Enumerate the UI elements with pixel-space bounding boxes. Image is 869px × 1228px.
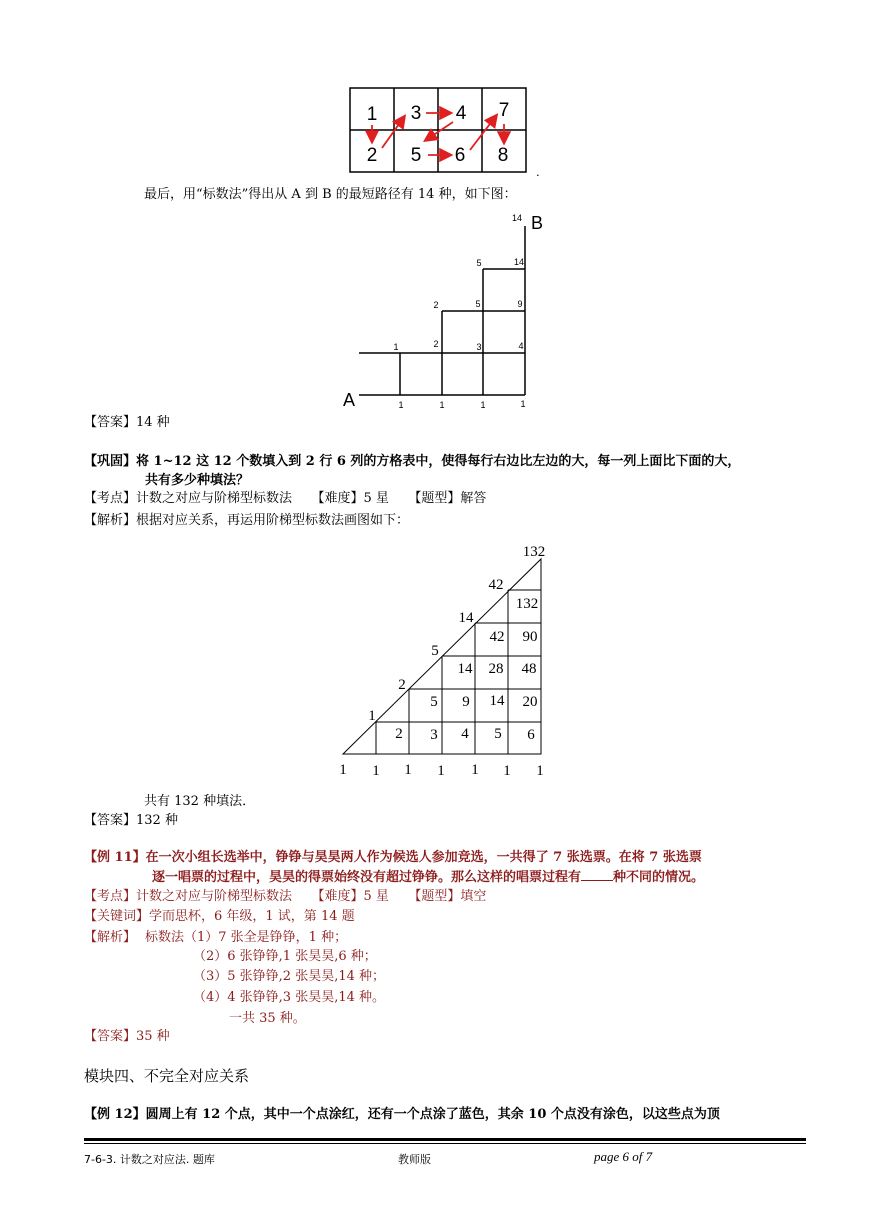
triangle-bottom: 1 (536, 763, 544, 779)
example12-text: 圆周上有 12 个点，其中一个点涂红，还有一个点涂了蓝色，其余 10 个点没有涂色，以这些点为顶 (145, 1107, 720, 1122)
triangle-row2: 14 (489, 693, 505, 709)
example11-line-2 (152, 869, 704, 886)
triangle-row3: 14 (457, 661, 473, 677)
consolidate-tag: 【巩固】 (84, 454, 137, 469)
staircase-label-b: B (531, 213, 544, 233)
triangle-figure (330, 538, 555, 783)
total-line: 共有 132 种填法． (144, 794, 256, 809)
grid-figure (340, 80, 550, 180)
example11-text-2b: 种不同的情况。 (613, 870, 705, 885)
triangle-diag: 132 (522, 544, 546, 560)
triangle-row2: 20 (522, 694, 538, 710)
example11-meta: 【考点】计数之对应与阶梯型标数法 【难度】5 星 【题型】填空 (84, 889, 487, 904)
answer-1: 【答案】14 种 (84, 415, 170, 430)
triangle-diag: 5 (431, 643, 439, 659)
grid-cell: 8 (497, 145, 509, 166)
staircase-row3: 5 (476, 258, 482, 268)
staircase-row1: 3 (476, 342, 482, 352)
triangle-row1: 4 (461, 726, 469, 742)
staircase-figure (335, 208, 555, 413)
footer-page: page 6 of 7 (594, 1149, 653, 1164)
triangle-row4: 90 (522, 629, 538, 645)
staircase-row2: 5 (475, 299, 481, 309)
staircase-row2: 2 (433, 300, 439, 310)
answer-blank (581, 880, 613, 881)
example11-analysis-4: 一共 35 种。 (229, 1011, 306, 1026)
example11-analysis-label: 【解析】 (84, 930, 137, 945)
grid-cell: 2 (366, 145, 378, 166)
grid-cell: 1 (366, 104, 378, 125)
example11-tag: 【例 11】 (84, 850, 146, 865)
staircase-row2: 9 (517, 299, 523, 309)
grid-cell: 7 (498, 100, 510, 121)
staircase-row1: 1 (393, 342, 399, 352)
staircase-row3: 14 (513, 257, 525, 267)
triangle-row2: 5 (430, 694, 438, 710)
staircase-bottom: 1 (439, 400, 445, 410)
triangle-bottom: 1 (404, 762, 412, 778)
grid-cell: 3 (410, 103, 422, 124)
example11-analysis-1: （2）6 张铮铮,1 张昊昊,6 种； (193, 949, 377, 964)
triangle-row5: 132 (515, 596, 539, 612)
consolidate-line-1 (84, 453, 740, 470)
triangle-bottom: 1 (339, 762, 347, 778)
triangle-row1: 3 (430, 727, 438, 743)
triangle-row1: 2 (395, 726, 403, 742)
example11-line-1 (84, 849, 702, 866)
staircase-row1: 2 (433, 339, 439, 349)
triangle-diag: 42 (488, 577, 504, 593)
example11-text-2a: 逐一唱票的过程中，昊昊的得票始终没有超过铮铮。那么这样的唱票过程有 (152, 870, 582, 885)
footer-rule-thick (84, 1138, 806, 1141)
example11-answer: 【答案】35 种 (84, 1029, 170, 1044)
answer-2: 【答案】132 种 (84, 813, 178, 828)
triangle-row1: 5 (494, 726, 502, 742)
example12-line (84, 1106, 720, 1123)
triangle-row1: 6 (527, 727, 535, 743)
triangle-row4: 42 (489, 629, 505, 645)
grid-cell: 6 (454, 145, 466, 166)
consolidate-text-1: 将 1~12 这 12 个数填入到 2 行 6 列的方格表中，使得每行右边比左边的大，每一列上面比下面的大， (136, 454, 741, 469)
staircase-label-a: A (343, 390, 356, 410)
trailing-dot: . (536, 164, 540, 179)
triangle-diag: 1 (368, 708, 376, 724)
triangle-bottom: 1 (437, 763, 445, 779)
example11-analysis-2: （3）5 张铮铮,2 张昊昊,14 种； (193, 969, 386, 984)
staircase-corner: 14 (511, 213, 523, 223)
staircase-bottom: 1 (398, 400, 404, 410)
consolidate-analysis: 【解析】根据对应关系，再运用阶梯型标数法画图如下： (84, 513, 410, 528)
consolidate-meta: 【考点】计数之对应与阶梯型标数法 【难度】5 星 【题型】解答 (84, 491, 487, 506)
example12-tag: 【例 12】 (84, 1107, 146, 1122)
grid-cell: 4 (455, 103, 467, 124)
module-heading: 模块四、不完全对应关系 (84, 1067, 250, 1085)
triangle-diag: 2 (398, 677, 406, 693)
grid-cell: 5 (410, 145, 422, 166)
intro-line: 最后，用“标数法”得出从 A 到 B 的最短路径有 14 种，如下图： (144, 187, 517, 202)
triangle-bottom: 1 (471, 762, 479, 778)
triangle-diag: 14 (458, 610, 474, 626)
example11-analysis-0: 标数法（1）7 张全是铮铮，1 种； (145, 930, 348, 945)
footer-center: 教师版 (398, 1153, 431, 1166)
staircase-bottom: 1 (520, 399, 526, 409)
triangle-row2: 9 (462, 694, 470, 710)
example11-text-1: 在一次小组长选举中，铮铮与昊昊两人作为候选人参加竞选，一共得了 7 张选票。在将 7 张选票 (145, 850, 702, 865)
triangle-bottom: 1 (503, 763, 511, 779)
staircase-row1: 4 (518, 341, 524, 351)
triangle-row3: 48 (521, 661, 537, 677)
footer-left: 7-6-3. 计数之对应法. 题库 (84, 1153, 215, 1166)
footer-rule-thin (84, 1143, 806, 1144)
example11-keywords: 【关键词】学而思杯，6 年级，1 试，第 14 题 (84, 909, 355, 924)
consolidate-line-2: 共有多少种填法？ (145, 473, 250, 488)
staircase-bottom: 1 (480, 400, 486, 410)
example11-analysis-3: （4）4 张铮铮,3 张昊昊,14 种。 (193, 990, 386, 1005)
triangle-bottom: 1 (372, 763, 380, 779)
triangle-row3: 28 (488, 661, 504, 677)
